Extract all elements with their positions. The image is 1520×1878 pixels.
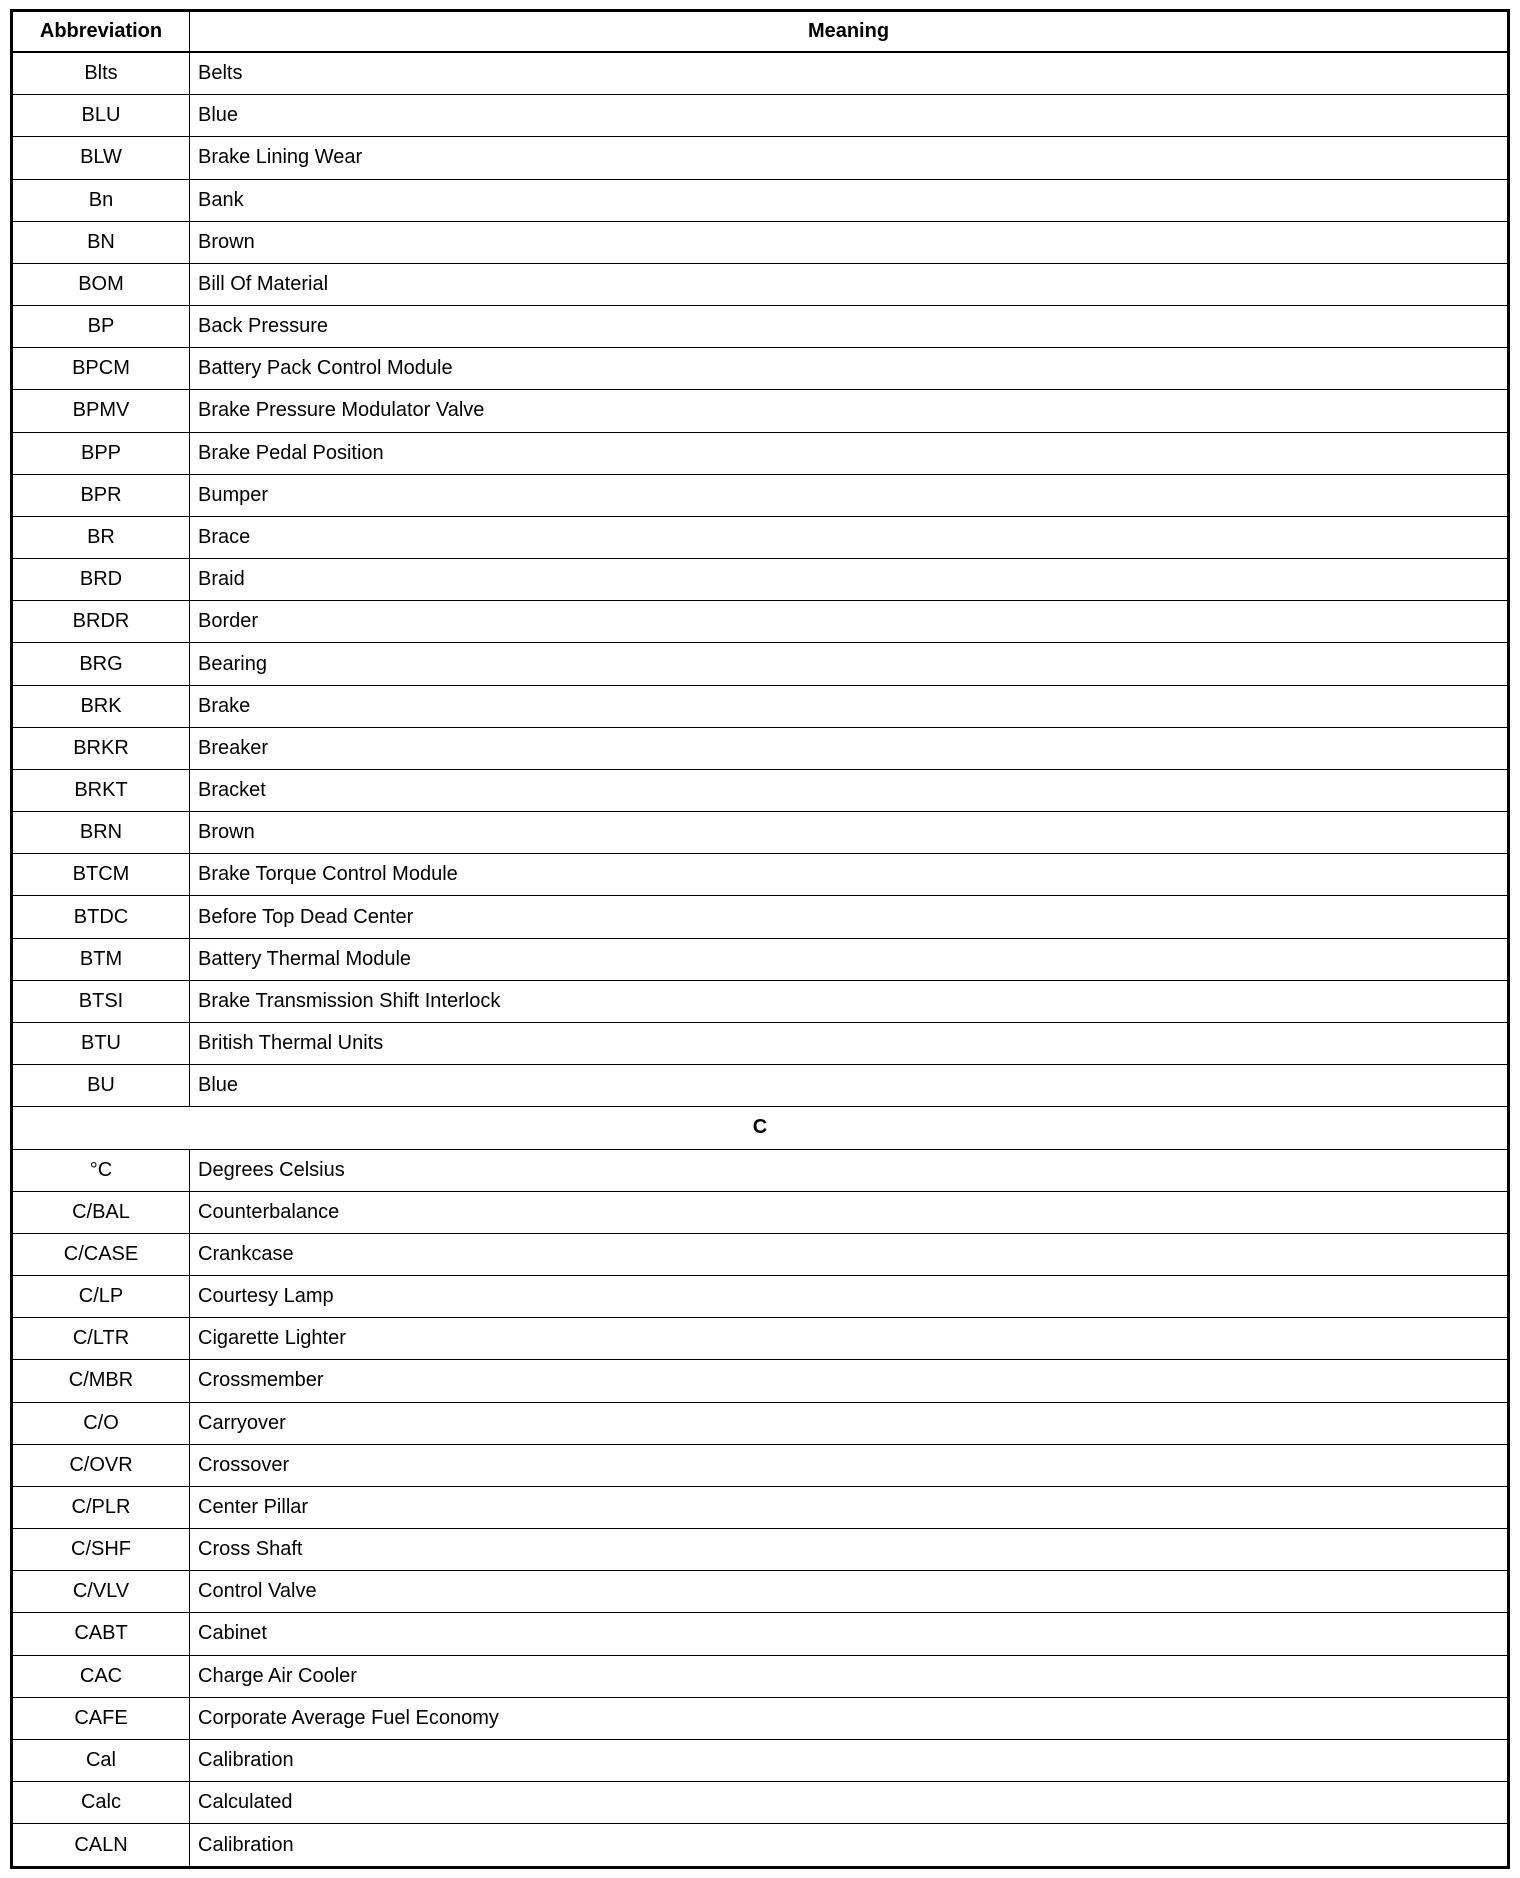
table-row (12, 1022, 1509, 1064)
abbreviation-cell: BPMV (12, 390, 190, 432)
abbreviation-cell: C/O (12, 1402, 190, 1444)
abbreviation-cell: BTCM (12, 854, 190, 896)
table-row (12, 1529, 1509, 1571)
abbreviation-cell: BRKR (12, 727, 190, 769)
meaning-cell: Bank (190, 179, 1509, 221)
table-row (12, 516, 1509, 558)
meaning-cell: Brown (190, 812, 1509, 854)
meaning-cell: Calculated (190, 1782, 1509, 1824)
meaning-cell: Brake Lining Wear (190, 137, 1509, 179)
abbreviation-cell: C/OVR (12, 1444, 190, 1486)
table-row (12, 263, 1509, 305)
table-row (12, 1233, 1509, 1275)
section-label: C (12, 1107, 1509, 1149)
meaning-cell: Crossmember (190, 1360, 1509, 1402)
abbreviation-cell: BPR (12, 474, 190, 516)
table-row (12, 1318, 1509, 1360)
abbreviation-cell: C/CASE (12, 1233, 190, 1275)
abbreviation-cell: Blts (12, 52, 190, 95)
meaning-cell: Brace (190, 516, 1509, 558)
meaning-cell: Brake (190, 685, 1509, 727)
abbreviation-cell: Cal (12, 1739, 190, 1781)
table-row (12, 1402, 1509, 1444)
meaning-cell: Control Valve (190, 1571, 1509, 1613)
meaning-cell: Bill Of Material (190, 263, 1509, 305)
section-row (12, 1107, 1509, 1149)
meaning-cell: Battery Thermal Module (190, 938, 1509, 980)
table-row (12, 432, 1509, 474)
meaning-cell: Counterbalance (190, 1191, 1509, 1233)
meaning-cell: Brake Pressure Modulator Valve (190, 390, 1509, 432)
table-row (12, 769, 1509, 811)
table-row (12, 601, 1509, 643)
abbreviation-cell: BR (12, 516, 190, 558)
meaning-cell: Bracket (190, 769, 1509, 811)
abbreviation-cell: BP (12, 306, 190, 348)
abbreviation-cell: BRG (12, 643, 190, 685)
abbreviation-cell: BU (12, 1065, 190, 1107)
abbreviation-cell: BLW (12, 137, 190, 179)
table-row (12, 980, 1509, 1022)
abbreviation-cell: C/LP (12, 1276, 190, 1318)
table-row (12, 643, 1509, 685)
table-row (12, 1613, 1509, 1655)
meaning-cell: Breaker (190, 727, 1509, 769)
abbreviation-cell: BRN (12, 812, 190, 854)
table-row (12, 221, 1509, 263)
abbreviation-cell: C/PLR (12, 1486, 190, 1528)
abbreviation-cell: C/SHF (12, 1529, 190, 1571)
abbreviation-cell: BRK (12, 685, 190, 727)
table-row (12, 474, 1509, 516)
abbreviation-cell: C/LTR (12, 1318, 190, 1360)
abbreviation-cell: BLU (12, 95, 190, 137)
meaning-cell: Bumper (190, 474, 1509, 516)
table-row (12, 95, 1509, 137)
table-row (12, 812, 1509, 854)
header-row (12, 11, 1509, 53)
meaning-cell: Crankcase (190, 1233, 1509, 1275)
table-row (12, 1697, 1509, 1739)
meaning-cell: Courtesy Lamp (190, 1276, 1509, 1318)
table-row (12, 1065, 1509, 1107)
abbreviation-cell: BTDC (12, 896, 190, 938)
table-body (12, 52, 1509, 1868)
abbreviation-cell: °C (12, 1149, 190, 1191)
meaning-cell: Braid (190, 559, 1509, 601)
meaning-cell: Blue (190, 95, 1509, 137)
abbreviation-cell: C/MBR (12, 1360, 190, 1402)
table-row (12, 1571, 1509, 1613)
meaning-cell: Brown (190, 221, 1509, 263)
table-header (12, 11, 1509, 53)
table-row (12, 52, 1509, 95)
meaning-cell: Battery Pack Control Module (190, 348, 1509, 390)
abbreviation-cell: BOM (12, 263, 190, 305)
meaning-cell: Before Top Dead Center (190, 896, 1509, 938)
meaning-cell: Back Pressure (190, 306, 1509, 348)
table-row (12, 1149, 1509, 1191)
meaning-cell: Brake Torque Control Module (190, 854, 1509, 896)
meaning-cell: Carryover (190, 1402, 1509, 1444)
table-row (12, 306, 1509, 348)
table-row (12, 179, 1509, 221)
meaning-cell: Calibration (190, 1739, 1509, 1781)
abbreviation-cell: C/BAL (12, 1191, 190, 1233)
table-row (12, 1782, 1509, 1824)
abbreviation-cell: CABT (12, 1613, 190, 1655)
abbreviation-cell: Bn (12, 179, 190, 221)
table-row (12, 390, 1509, 432)
table-row (12, 1824, 1509, 1868)
abbreviation-cell: BTSI (12, 980, 190, 1022)
abbreviation-cell: C/VLV (12, 1571, 190, 1613)
table-row (12, 1655, 1509, 1697)
meaning-cell: Blue (190, 1065, 1509, 1107)
abbreviation-cell: BTM (12, 938, 190, 980)
meaning-cell: British Thermal Units (190, 1022, 1509, 1064)
meaning-cell: Crossover (190, 1444, 1509, 1486)
meaning-cell: Brake Transmission Shift Interlock (190, 980, 1509, 1022)
meaning-cell: Degrees Celsius (190, 1149, 1509, 1191)
meaning-cell: Charge Air Cooler (190, 1655, 1509, 1697)
abbreviation-column-header: Abbreviation (12, 11, 190, 53)
abbreviation-cell: BRKT (12, 769, 190, 811)
abbreviation-cell: CAC (12, 1655, 190, 1697)
table-row (12, 559, 1509, 601)
table-row (12, 854, 1509, 896)
meaning-column-header: Meaning (190, 11, 1509, 53)
table-row (12, 1444, 1509, 1486)
table-row (12, 1486, 1509, 1528)
table-row (12, 1360, 1509, 1402)
abbreviation-cell: BN (12, 221, 190, 263)
table-row (12, 348, 1509, 390)
meaning-cell: Center Pillar (190, 1486, 1509, 1528)
meaning-cell: Cabinet (190, 1613, 1509, 1655)
meaning-cell: Cross Shaft (190, 1529, 1509, 1571)
table-row (12, 938, 1509, 980)
abbreviation-cell: CALN (12, 1824, 190, 1868)
meaning-cell: Belts (190, 52, 1509, 95)
table-row (12, 685, 1509, 727)
meaning-cell: Bearing (190, 643, 1509, 685)
abbreviation-cell: BTU (12, 1022, 190, 1064)
meaning-cell: Calibration (190, 1824, 1509, 1868)
abbreviation-table (10, 9, 1510, 1869)
abbreviation-cell: BPCM (12, 348, 190, 390)
abbreviation-cell: BPP (12, 432, 190, 474)
table-row (12, 1276, 1509, 1318)
abbreviation-cell: CAFE (12, 1697, 190, 1739)
meaning-cell: Border (190, 601, 1509, 643)
table-row (12, 1739, 1509, 1781)
table-row (12, 896, 1509, 938)
abbreviation-cell: Calc (12, 1782, 190, 1824)
meaning-cell: Corporate Average Fuel Economy (190, 1697, 1509, 1739)
meaning-cell: Cigarette Lighter (190, 1318, 1509, 1360)
abbreviation-cell: BRDR (12, 601, 190, 643)
table-row (12, 1191, 1509, 1233)
table-row (12, 137, 1509, 179)
meaning-cell: Brake Pedal Position (190, 432, 1509, 474)
table-row (12, 727, 1509, 769)
abbreviation-cell: BRD (12, 559, 190, 601)
